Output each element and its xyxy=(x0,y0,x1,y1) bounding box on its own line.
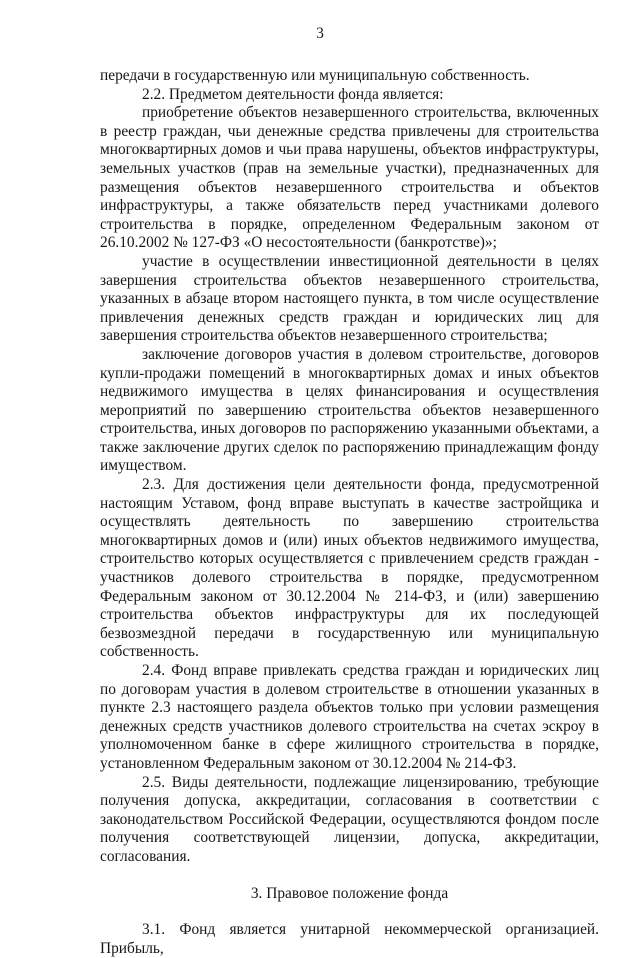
paragraph: 2.3. Для достижения цели деятельности фонда, предусмотренной настоящим Уставом, фонд вправе выступать в качестве застройщика и осуществлять деятельность по завершению строительства многоквартирных домов и (или) иных объектов недвижимого имущества, строительство которых осуществляется с привлечением средств граждан - участников долевого строительства в порядке, предусмотренном Федеральным законом от 30.12.2004 № 214-ФЗ, и (или) завершению строительства объектов инфраструктуры для их последующей безвозмездной передачи в государственную или муниципальную собственность. xyxy=(100,476,599,661)
page-number: 3 xyxy=(316,25,324,42)
paragraph: приобретение объектов незавершенного строительства, включенных в реестр граждан, чьи денежные средства привлечены для строительства многоквартирных домов и чьи права нарушены, объектов инфраструктуры, земельных участков (прав на земельные участки), предназначенных для размещения объектов незавершенного строительства и объектов инфраструктуры, а также обязательств перед участниками долевого строительства в порядке, определенном Федеральным законом от 26.10.2002 № 127-ФЗ «О несостоятельности (банкротстве)»; xyxy=(100,104,599,252)
paragraph: заключение договоров участия в долевом строительстве, договоров купли-продажи помещений в многоквартирных домах и иных объектов недвижимого имущества в целях финансирования и осуществления мероприятий по завершению строительства объектов незавершенного строительства, иных договоров по распоряжению указанными объектами, а также заключение других сделок по распоряжению принадлежащим фонду имуществом. xyxy=(100,345,599,475)
section-heading: 3. Правовое положение фонда xyxy=(250,884,449,902)
paragraph: 2.2. Предметом деятельности фонда является: xyxy=(142,85,444,103)
paragraph: 2.5. Виды деятельности, подлежащие лицензированию, требующие получения допуска, аккредитации, согласования в соответствии с законодательством Российской Федерации, осуществляются фондом после получения соответствующей лицензии, допуска, аккредитации, согласования. xyxy=(100,773,599,865)
paragraph: передачи в государственную или муниципальную собственность. xyxy=(100,67,530,84)
document-body xyxy=(100,67,599,958)
paragraph: участие в осуществлении инвестиционной деятельности в целях завершения строительства объектов незавершенного строительства, указанных в абзаце втором настоящего пункта, в том числе осуществление привлечения денежных средств граждан и юридических лиц для завершения строительства объектов незавершенного строительства; xyxy=(100,252,599,345)
paragraph: 3.1. Фонд является унитарной некоммерческой организацией. Прибыль, xyxy=(100,921,599,957)
paragraph: 2.4. Фонд вправе привлекать средства граждан и юридических лиц по договорам участия в долевом строительстве в отношении указанных в пункте 2.3 настоящего раздела объектов только при условии размещения денежных средств участников долевого строительства на счетах эскроу в уполномоченном банке в сфере жилищного строительства в порядке, установленном Федеральным законом от 30.12.2004 № 214-ФЗ. xyxy=(100,662,599,772)
